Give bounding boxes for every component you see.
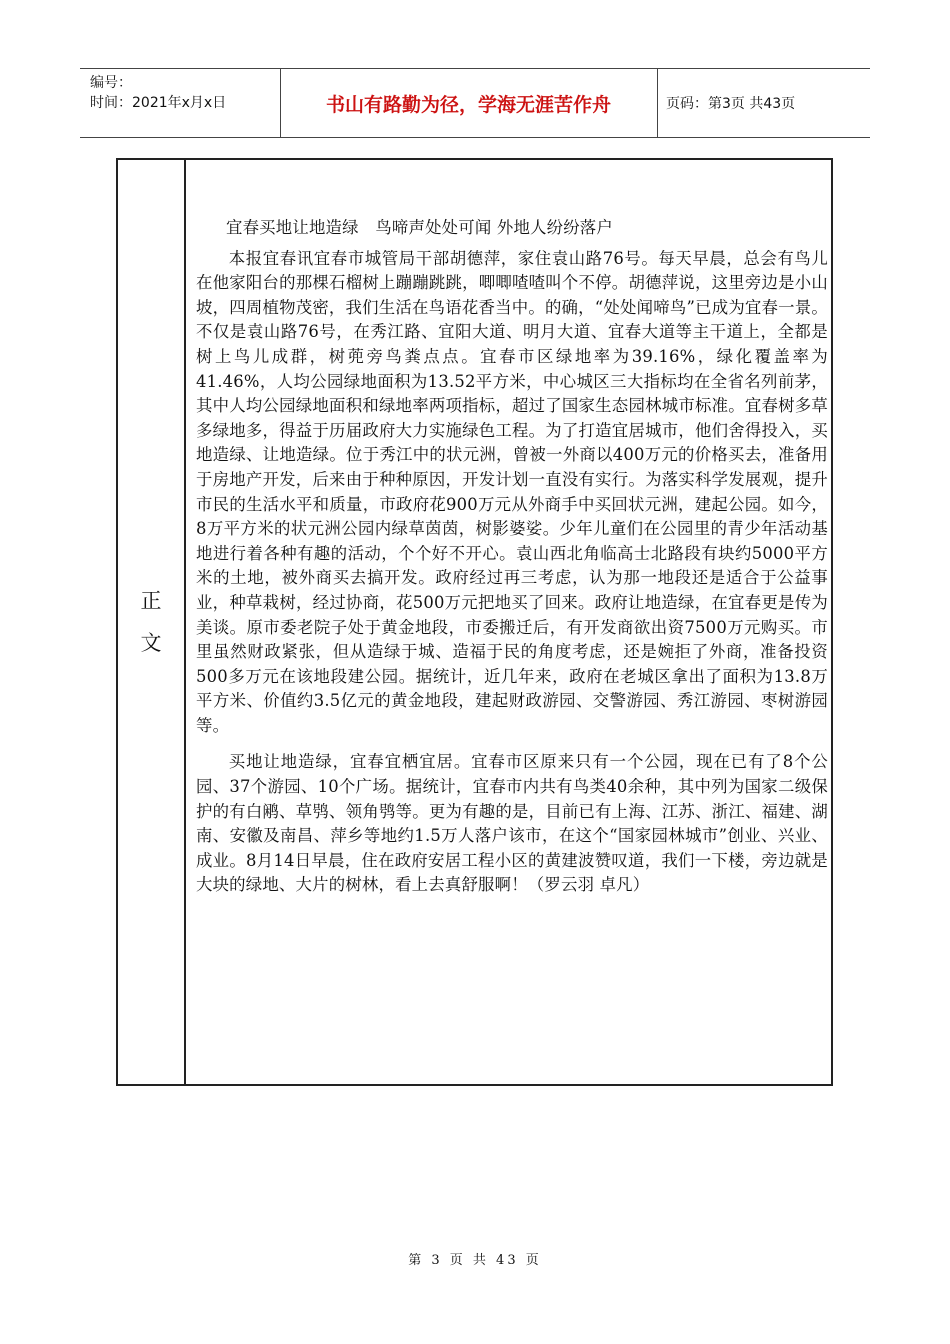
page-header — [80, 68, 870, 138]
article-title: 宜春买地让地造绿 鸟啼声处处可闻 外地人纷纷落户 — [226, 218, 613, 237]
header-motto: 书山有路勤为径，学海无涯苦作舟 — [325, 93, 611, 116]
header-divider — [657, 69, 658, 137]
document-number-label: 编号： — [90, 75, 132, 91]
header-meta — [90, 73, 290, 113]
table-label — [118, 580, 184, 664]
page-footer: 第 3 页 共 43 页 — [408, 1253, 542, 1268]
content-table — [116, 158, 833, 1086]
table-label-column — [118, 160, 186, 1084]
article-body — [196, 216, 828, 910]
article-paragraph: 买地让地造绿，宜春宜栖宜居。宜春市区原来只有一个公园，现在已有了8个公园、37个游园、10个广场。据统计，宜春市内共有鸟类40余种，其中列为国家二级保护的有白鹇、草鸮、领角鸮等。更为有趣的是，目前已有上海、江苏、浙江、福建、湖南、安徽及南昌、萍乡等地约1.5万人落户该市，在这个“国家园林城市”创业、兴业、成业。8月14日早晨，住在政府安居工程小区的黄建波赞叹道，我们一下楼，旁边就是大块的绿地、大片的树林，看上去真舒服啊！（罗云羽 卓凡） — [196, 752, 828, 895]
article-paragraph: 本报宜春讯宜春市城管局干部胡德萍，家住袁山路76号。每天早晨，总会有鸟儿在他家阳台的那棵石榴树上蹦蹦跳跳，唧唧喳喳叫个不停。胡德萍说，这里旁边是小山坡，四周植物茂密，我们生活在鸟语花香当中。的确，“处处闻啼鸟”已成为宜春一景。不仅是袁山路76号，在秀江路、宜阳大道、明月大道、宜春大道等主干道上，全都是树上鸟儿成群，树蔸旁鸟粪点点。宜春市区绿地率为39.16%，绿化覆盖率为41.46%，人均公园绿地面积为13.52平方米，中心城区三大指标均在全省名列前茅，其中人均公园绿地面积和绿地率两项指标，超过了国家生态园林城市标准。宜春树多草多绿地多，得益于历届政府大力实施绿色工程。为了打造宜居城市，他们舍得投入，买地造绿、让地造绿。位于秀江中的状元洲，曾被一外商以400万元的价格买去，准备用于房地产开发，后来由于种种原因，开发计划一直没有实行。为落实科学发展观，提升市民的生活水平和质量，市政府花900万元从外商手中买回状元洲，建起公园。如今，8万平方米的状元洲公园内绿草茵茵，树影婆娑。少年儿童们在公园里的青少年活动基地进行着各种有趣的活动，个个好不开心。袁山西北角临高士北路段有块约5000平方米的土地，被外商买去搞开发。政府经过再三考虑，认为那一地段还是适合于公益事业，种草栽树，经过协商，花500万元把地买了回来。政府让地造绿，在宜春更是传为美谈。原市委老院子处于黄金地段，市委搬迁后，有开发商欲出资7500万元购买。市里虽然财政紧张，但从造绿于城、造福于民的角度考虑，还是婉拒了外商，准备投资500多万元在该地段建公园。据统计，近几年来，政府在老城区拿出了面积为13.8万平方米、价值约3.5亿元的黄金地段，建起财政游园、交警游园、秀江游园、枣树游园等。 — [196, 248, 828, 735]
label-char-top: 正 — [140, 589, 162, 613]
label-char-bottom: 文 — [140, 631, 162, 655]
header-page-info: 页码：第3页 共43页 — [666, 96, 796, 112]
document-date: 时间：2021年x月x日 — [90, 95, 227, 111]
